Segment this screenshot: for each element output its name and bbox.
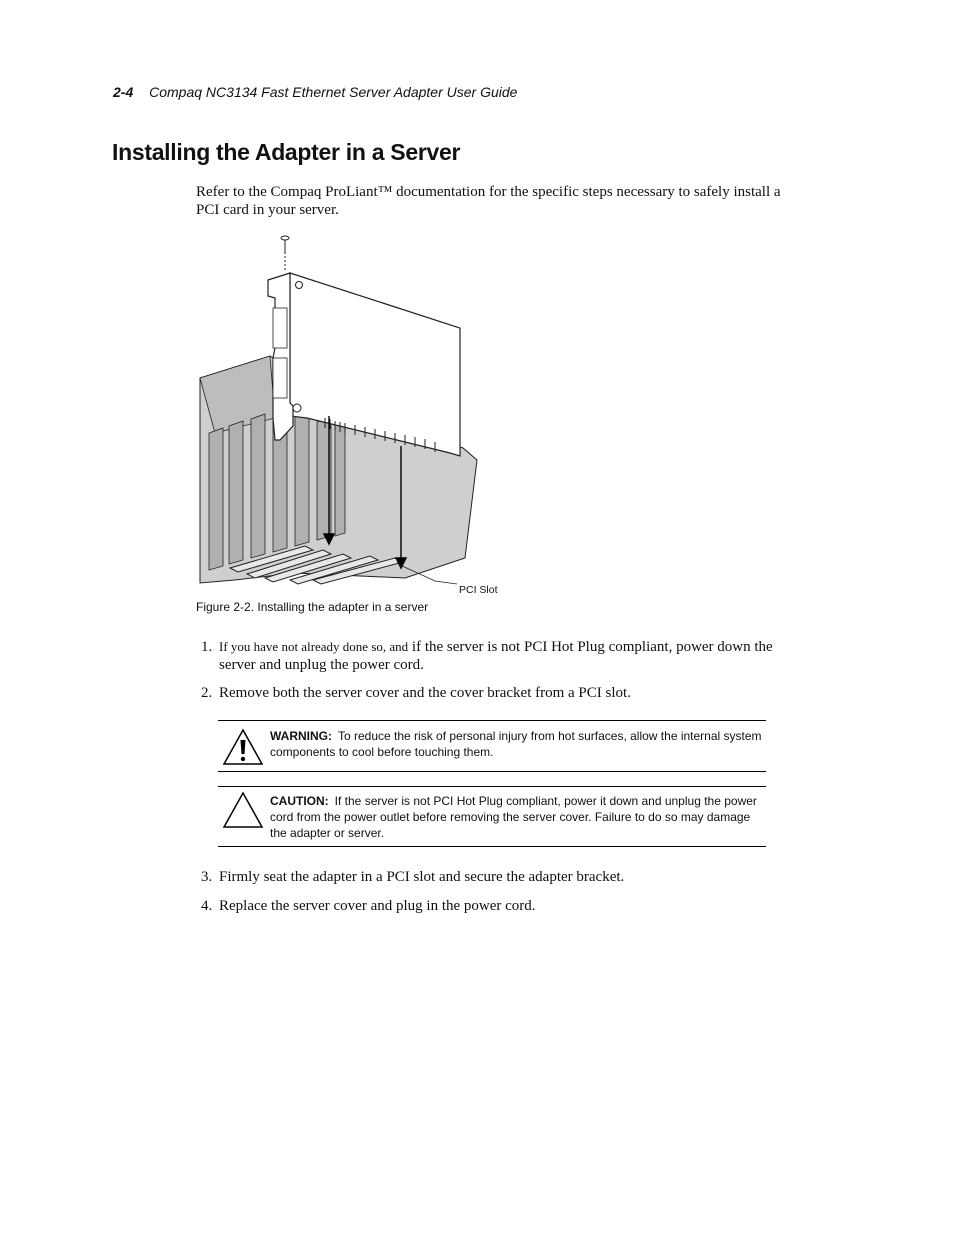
figure-caption: Figure 2-2. Installing the adapter in a server — [196, 600, 429, 614]
screw-icon — [281, 236, 289, 254]
step-text-lead: If you have not already done so, and — [219, 639, 409, 654]
step-1 — [201, 638, 791, 674]
step-number: 4. — [201, 898, 213, 914]
warning-label: WARNING: — [270, 729, 332, 743]
warning-text — [270, 728, 762, 760]
step-text: Remove both the server cover and the cover bracket from a PCI slot. — [219, 685, 631, 701]
step-number: 3. — [201, 869, 213, 885]
step-number: 1. — [201, 639, 213, 655]
adapter-installation-illustration — [195, 228, 495, 588]
step-text: if the server is not PCI Hot Plug compliant, power down the server and unplug the power cord. — [219, 639, 773, 673]
step-4 — [201, 897, 791, 915]
warning-message: To reduce the risk of personal injury from hot surfaces, allow the internal system components to cool before touching them. — [270, 729, 762, 759]
page-number: 2-4 — [113, 84, 134, 100]
step-2 — [201, 684, 791, 702]
pci-slot-label: PCI Slot — [459, 584, 498, 596]
caution-box — [218, 786, 766, 847]
caution-text — [270, 793, 762, 841]
caution-triangle-icon — [222, 791, 264, 829]
step-number: 2. — [201, 685, 213, 701]
step-text: Firmly seat the adapter in a PCI slot and secure the adapter bracket. — [219, 869, 625, 885]
warning-exclamation-icon — [222, 728, 264, 766]
caution-label: CAUTION: — [270, 794, 329, 808]
intro-paragraph: Refer to the Compaq ProLiant™ documentation for the specific steps necessary to safely install a PCI card in your server. — [196, 184, 781, 218]
step-text: Replace the server cover and plug in the power cord. — [219, 898, 536, 914]
step-3 — [201, 868, 791, 886]
warning-box — [218, 720, 766, 772]
caution-message: If the server is not PCI Hot Plug compliant, power it down and unplug the power cord from the power outlet before removing the server cover. Failure to do so may damage the adapter or server. — [270, 794, 757, 840]
page-header — [113, 84, 517, 100]
document-title: Compaq NC3134 Fast Ethernet Server Adapter User Guide — [149, 84, 518, 100]
section-title: Installing the Adapter in a Server — [112, 139, 461, 165]
